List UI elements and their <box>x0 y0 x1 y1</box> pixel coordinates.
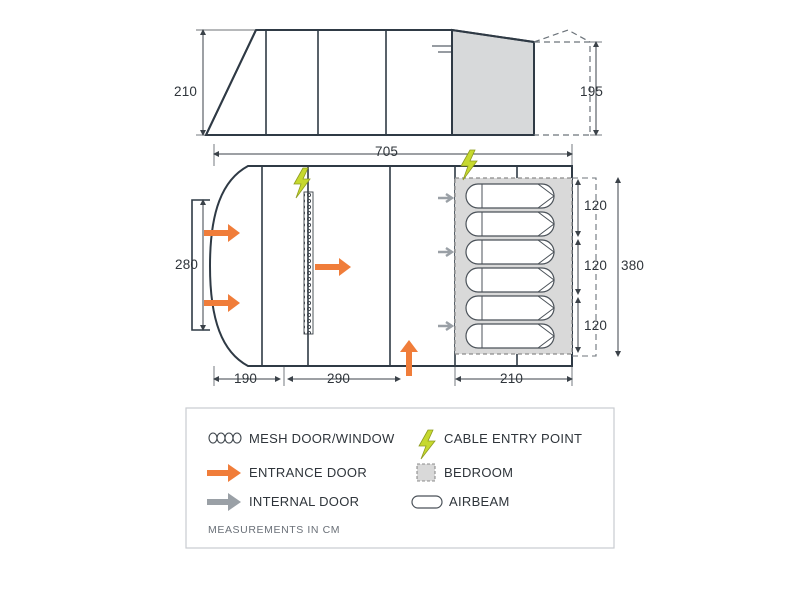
bedroom-row-3-label: 120 <box>584 318 608 333</box>
elevation-left-height-label: 210 <box>174 84 198 99</box>
legend-item-mesh-door-window: MESH DOOR/WINDOW <box>249 431 395 446</box>
legend-item-entrance-door: ENTRANCE DOOR <box>249 465 368 480</box>
plan-view <box>192 150 618 386</box>
plan-body-depth-label: 280 <box>175 257 199 272</box>
overall-length-label: 705 <box>375 144 399 159</box>
section-width-2-label: 290 <box>327 371 351 386</box>
bedroom-row-2-label: 120 <box>584 258 608 273</box>
overall-depth-label: 380 <box>621 258 645 273</box>
section-width-1-label: 190 <box>234 371 258 386</box>
measurements-unit-note: MEASUREMENTS IN CM <box>208 524 341 536</box>
elevation-view <box>196 30 602 135</box>
legend-item-internal-door: INTERNAL DOOR <box>249 494 360 509</box>
legend-item-airbeam: AIRBEAM <box>449 494 510 509</box>
section-width-3-label: 210 <box>500 371 524 386</box>
bedroom-row-1-label: 120 <box>584 198 608 213</box>
elevation-right-height-label: 195 <box>580 84 604 99</box>
legend-item-bedroom: BEDROOM <box>444 465 514 480</box>
legend-item-cable-entry-point: CABLE ENTRY POINT <box>444 431 583 446</box>
